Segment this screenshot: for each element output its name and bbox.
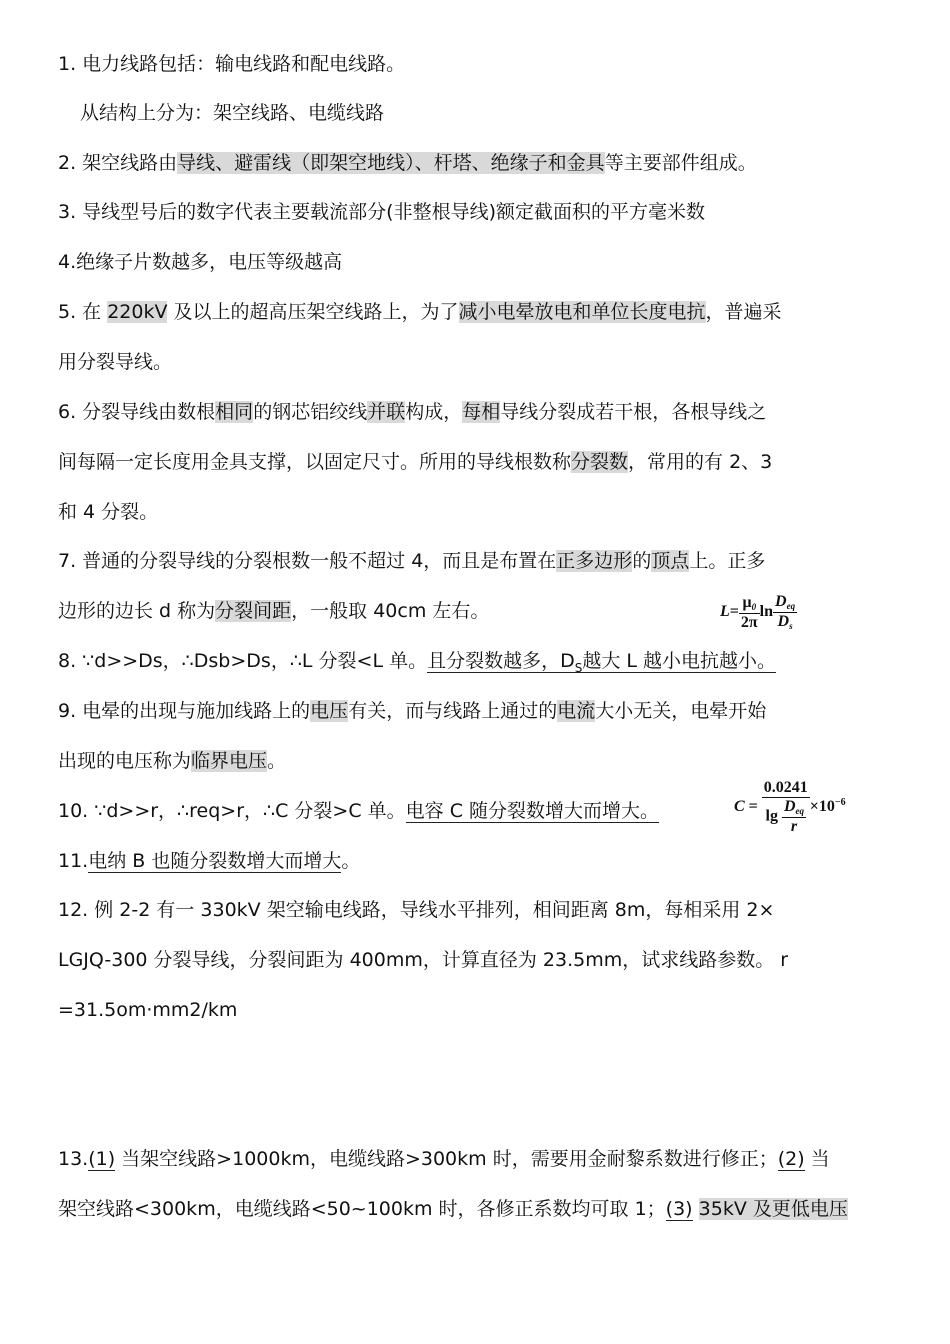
- highlight: 分裂数: [571, 451, 629, 473]
- capacitance-formula: C = 0.0241 lg $\frac{\text{Deq}}{r}$ $\times 10^{-6}$: [734, 779, 846, 835]
- item-10: 10. ∵d>>r，∴req>r，∴C 分裂>C 单。电容 C 随分裂数增大而增大。: [58, 800, 660, 822]
- mu-over-2pi: $\frac{\mu 0}{2\pi}$: [740, 593, 758, 631]
- item-12-cont-2: =31.5om·mm2/km: [58, 999, 238, 1021]
- underline: 电容 C 随分裂数增大而增大。: [405, 800, 660, 822]
- item-6-cont-2: 和 4 分裂。: [58, 501, 159, 523]
- underline: (2): [777, 1148, 805, 1170]
- item-6: 6. 分裂导线由数根相同的钢芯铝绞线并联构成，每相导线分裂成若干根，各根导线之: [58, 401, 767, 423]
- underline: 且分裂数越多，$D_S$越大 L 越小电抗越小。: [427, 650, 777, 675]
- item-5-cont: 用分裂导线。: [58, 351, 173, 373]
- highlight: 减小电晕放电和单位长度电抗: [458, 301, 706, 323]
- highlight: 35kV 及更低电压: [698, 1198, 848, 1220]
- highlight: 相同: [215, 401, 254, 423]
- highlight: 并联: [367, 401, 406, 423]
- item-12-cont: LGJQ-300 分裂导线，分裂间距为 400mm，计算直径为 23.5mm，试求线路参数。 r: [58, 949, 789, 971]
- item-2: 2. 架空线路由导线、避雷线（即架空地线）、杆塔、绝缘子和金具等主要部件组成。: [58, 152, 757, 174]
- item-13-cont: 架空线路<300km，电缆线路<50~100km 时，各修正系数均可取 1；(3) 35kV 及更低电压: [58, 1198, 848, 1220]
- inductance-formula: L= $\frac{\mu 0}{2\pi}$ ln $\frac{\text{Deq}}{Ds}$: [720, 593, 796, 631]
- highlight: 电流: [557, 700, 596, 722]
- item-6-cont: 间每隔一定长度用金具支撑，以固定尺寸。所用的导线根数称分裂数，常用的有 2、3: [58, 451, 773, 473]
- highlight: 正多边形: [556, 550, 633, 572]
- c-fraction: 0.0241 lg $\frac{\text{Deq}}{r}$: [763, 779, 808, 835]
- underline: 电纳 B 也随分裂数增大而增大: [88, 850, 342, 872]
- item-3: 3. 导线型号后的数字代表主要载流部分(非整根导线)额定截面积的平方毫米数: [58, 201, 705, 223]
- highlight: 220kV: [107, 301, 168, 323]
- item-9: 9. 电晕的出现与施加线路上的电压有关，而与线路上通过的电流大小无关，电晕开始: [58, 700, 767, 722]
- highlight: 电压: [310, 700, 349, 722]
- underline: (1): [88, 1148, 116, 1170]
- item-1: 1. 电力线路包括：输电线路和配电线路。: [58, 53, 406, 75]
- item-7-cont: 边形的边长 d 称为分裂间距，一般取 40cm 左右。: [58, 600, 490, 622]
- item-1-structure: 从结构上分为：架空线路、电缆线路: [80, 102, 385, 124]
- underline: (3): [665, 1198, 693, 1220]
- deq-over-ds: $\frac{\text{Deq}}{Ds}$: [775, 593, 796, 631]
- item-7: 7. 普通的分裂导线的分裂根数一般不超过 4，而且是布置在正多边形的顶点上。正多: [58, 550, 766, 572]
- highlight: 导线、避雷线（即架空地线）、杆塔、绝缘子和金具: [177, 152, 605, 174]
- highlight: 每相: [462, 401, 501, 423]
- deq-over-r: $\frac{\text{Deq}}{r}$: [783, 798, 805, 835]
- item-13: 13.(1) 当架空线路>1000km，电缆线路>300km 时，需要用金耐黎系数进行修正；(2) 当: [58, 1148, 830, 1170]
- item-4: 4.绝缘子片数越多，电压等级越高: [58, 251, 343, 273]
- item-8: 8. ∵d>>Ds，∴Dsb>Ds，∴L 分裂<L 单。且分裂数越多，$D_S$越大 L 越小电抗越小。: [58, 650, 777, 675]
- item-9-cont: 出现的电压称为临界电压。: [58, 750, 287, 772]
- highlight: 临界电压: [191, 750, 268, 772]
- highlight: 分裂间距: [215, 600, 292, 622]
- item-5: 5. 在 220kV 及以上的超高压架空线路上，为了减小电晕放电和单位长度电抗，普遍采: [58, 301, 782, 323]
- highlight: 顶点: [651, 550, 690, 572]
- item-12: 12. 例 2-2 有一 330kV 架空输电线路，导线水平排列，相间距离 8m，每相采用 2×: [58, 899, 775, 921]
- item-11: 11.电纳 B 也随分裂数增大而增大。: [58, 850, 361, 872]
